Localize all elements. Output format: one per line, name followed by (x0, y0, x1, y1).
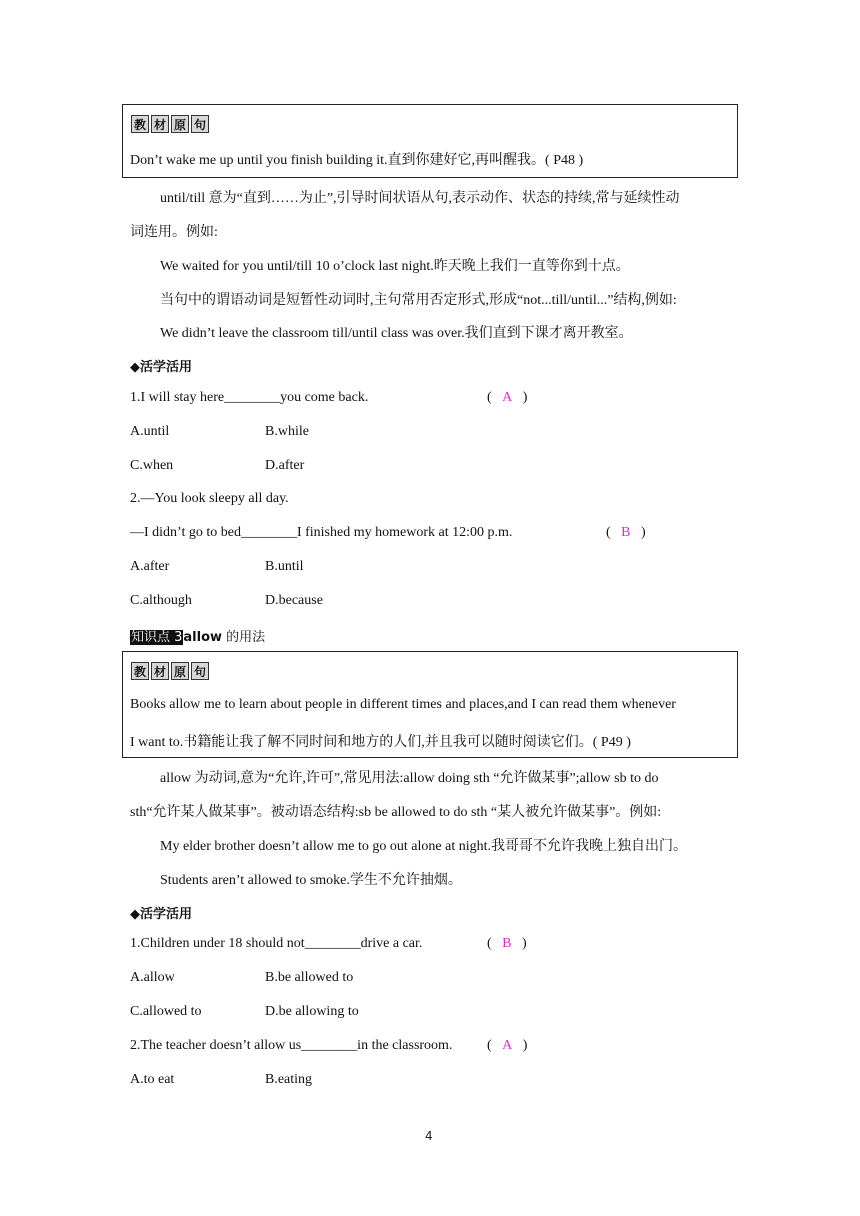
answer-bracket: ( A ) (487, 390, 528, 405)
answer-letter: A (502, 390, 513, 405)
knowledge-point-keyword: allow (183, 630, 223, 645)
example-sentence: Students aren’t allowed to smoke.学生不允许抽烟。 (160, 873, 462, 888)
answer-bracket: ( B ) (487, 936, 527, 951)
option: B.be allowed to (265, 970, 354, 985)
textbook-sentence-tag: 教 材 原 句 (131, 115, 211, 134)
option: D.after (265, 458, 305, 473)
explanation-line: until/till 意为“直到……为止”,引导时间状语从句,表示动作、状态的持续,常与延续性动 (160, 191, 680, 206)
question-stem: 1.Children under 18 should not________drive a car. (130, 936, 423, 951)
example-sentence: My elder brother doesn’t allow me to go out alone at night.我哥哥不允许我晚上独自出门。 (160, 839, 688, 854)
option: A.until (130, 424, 170, 439)
option: D.be allowing to (265, 1004, 359, 1019)
explanation-line: 词连用。例如: (130, 225, 218, 240)
option: B.while (265, 424, 309, 439)
option: C.although (130, 593, 192, 608)
example-sentence: We waited for you until/till 10 o’clock last night.昨天晚上我们一直等你到十点。 (160, 259, 630, 274)
explanation-line: 当句中的谓语动词是短暂性动词时,主句常用否定形式,形成“not...till/until...”结构,例如: (160, 293, 677, 308)
option: B.until (265, 559, 304, 574)
answer-bracket: ( B ) (606, 525, 646, 540)
knowledge-point-heading (130, 626, 265, 645)
knowledge-point-title: 的用法 (222, 630, 266, 645)
answer-letter: B (621, 525, 631, 540)
page-number: 4 (425, 1129, 433, 1143)
textbook-sentence-box-2 (122, 651, 738, 758)
knowledge-point-label: 知识点 3 (131, 630, 183, 645)
question-stem: —I didn’t go to bed________I finished my homework at 12:00 p.m. (130, 525, 513, 540)
question-stem: 2.The teacher doesn’t allow us________in the classroom. (130, 1038, 453, 1053)
option: A.allow (130, 970, 175, 985)
practice-heading: ◆活学活用 (130, 907, 192, 922)
example-sentence: We didn’t leave the classroom till/until class was over.我们直到下课才离开教室。 (160, 326, 633, 341)
option: D.because (265, 593, 323, 608)
explanation-line: sth“允许某人做某事”。被动语态结构:sb be allowed to do sth “某人被允许做某事”。例如: (130, 805, 662, 820)
textbook-sentence-text: Don’t wake me up until you finish building it.直到你建好它,再叫醒我。( P48 ) (130, 153, 584, 168)
answer-bracket: ( A ) (487, 1038, 528, 1053)
option: C.allowed to (130, 1004, 202, 1019)
practice-heading: ◆活学活用 (130, 360, 192, 375)
textbook-sentence-text: Books allow me to learn about people in different times and places,and I can read them whenever (130, 697, 676, 712)
answer-letter: B (502, 936, 512, 951)
question-stem: 1.I will stay here________you come back. (130, 390, 369, 405)
textbook-sentence-tag: 教 材 原 句 (131, 662, 211, 681)
answer-letter: A (502, 1038, 513, 1053)
question-stem: 2.—You look sleepy all day. (130, 491, 289, 506)
textbook-sentence-text: I want to.书籍能让我了解不同时间和地方的人们,并且我可以随时阅读它们。( P49 ) (130, 735, 631, 750)
option: B.eating (265, 1072, 313, 1087)
option: A.after (130, 559, 170, 574)
option: C.when (130, 458, 174, 473)
explanation-line: allow 为动词,意为“允许,许可”,常见用法:allow doing sth “允许做某事”;allow sb to do (160, 771, 659, 786)
option: A.to eat (130, 1072, 175, 1087)
textbook-sentence-box-1 (122, 104, 738, 178)
